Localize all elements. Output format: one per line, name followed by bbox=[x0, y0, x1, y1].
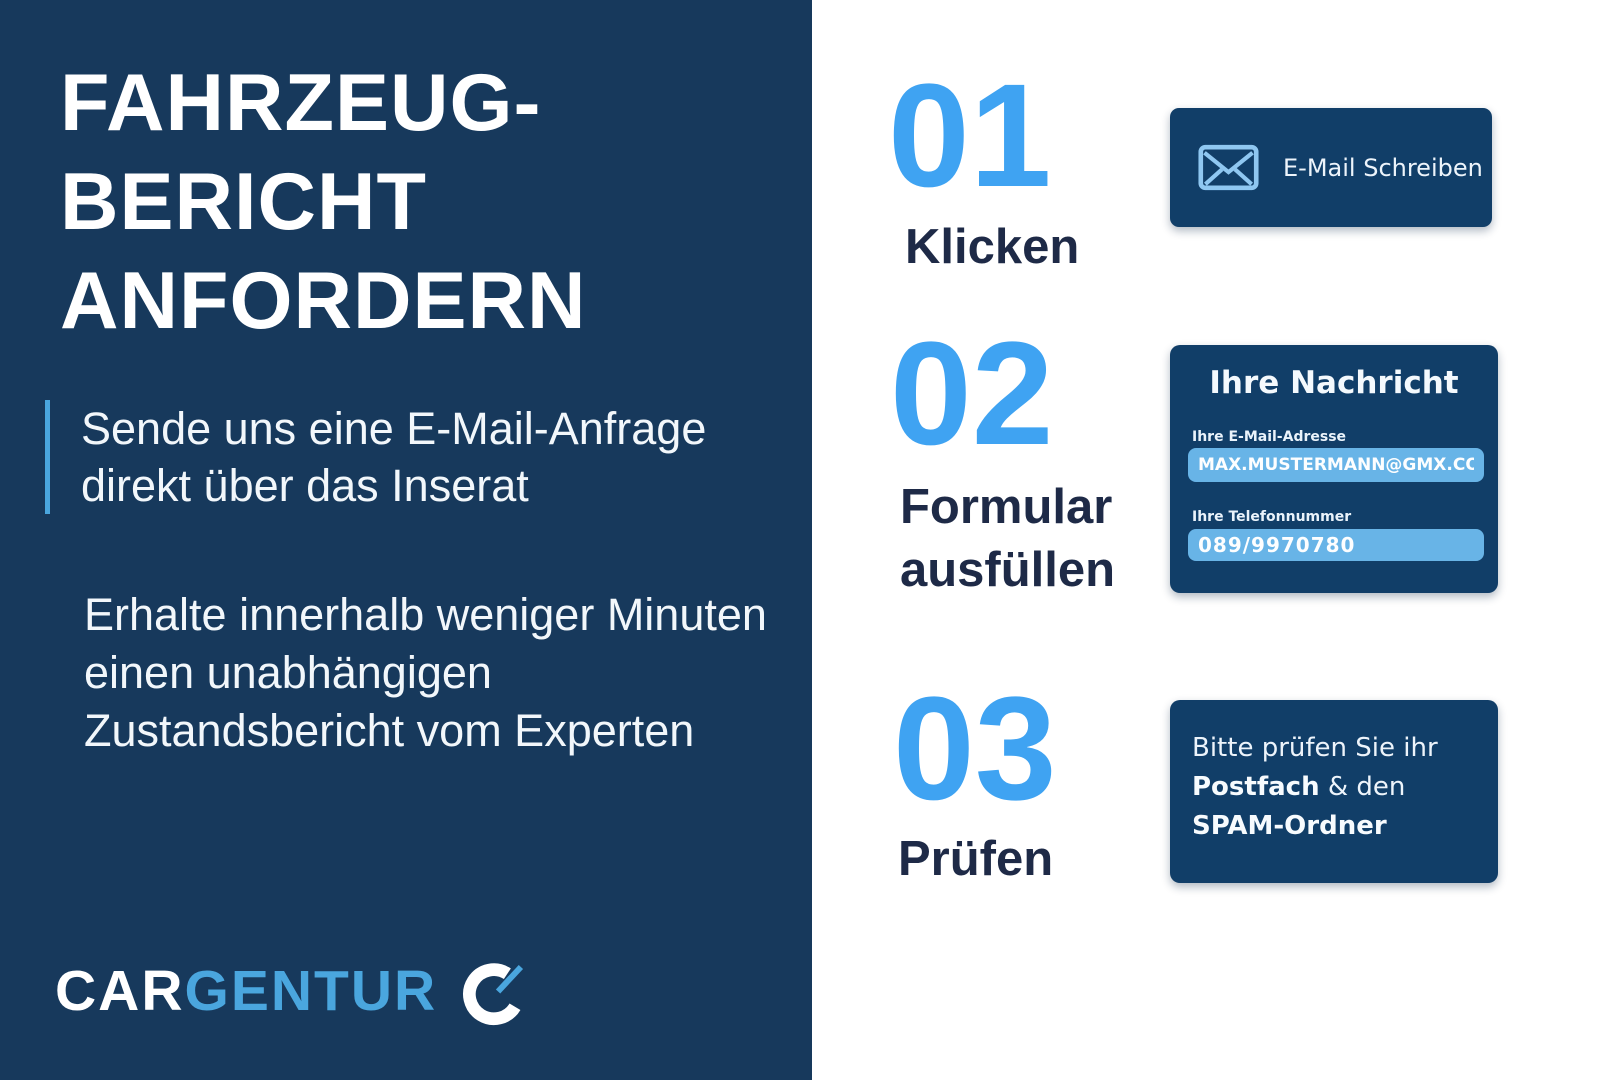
envelope-icon bbox=[1198, 144, 1259, 191]
intro-text-line: direkt über das Inserat bbox=[81, 460, 529, 511]
check-card-mid: & den bbox=[1319, 772, 1406, 802]
page-title bbox=[60, 54, 586, 351]
step-2-label-line1: Formular bbox=[900, 480, 1113, 534]
benefit-text-line: einen unabhängigen bbox=[84, 647, 492, 698]
phone-field-label: Ihre Telefonnummer bbox=[1192, 509, 1352, 525]
step-2-label bbox=[900, 476, 1115, 602]
email-schreiben-button[interactable] bbox=[1170, 108, 1492, 227]
step-2-label-line2: ausfüllen bbox=[900, 543, 1116, 597]
check-card-spam: SPAM-Ordner bbox=[1192, 811, 1387, 841]
form-card-title: Ihre Nachricht bbox=[1209, 365, 1459, 401]
logo-text-gentur: GENTUR bbox=[184, 959, 438, 1023]
step-3-label: Prüfen bbox=[898, 832, 1054, 886]
phone-field[interactable] bbox=[1188, 529, 1484, 561]
page-title-line: FAHRZEUG- bbox=[60, 58, 542, 148]
benefit-text bbox=[84, 586, 767, 760]
benefit-text-line: Erhalte innerhalb weniger Minuten bbox=[84, 589, 767, 640]
check-card-postfach: Postfach bbox=[1192, 772, 1320, 802]
cargentur-logo bbox=[55, 956, 527, 1027]
intro-text-line: Sende uns eine E-Mail-Anfrage bbox=[81, 403, 707, 454]
check-inbox-card bbox=[1170, 700, 1498, 883]
step-1-number: 01 bbox=[888, 54, 1052, 218]
step-2-number: 02 bbox=[890, 312, 1054, 476]
email-button-label: E-Mail Schreiben bbox=[1283, 153, 1483, 182]
page-title-line: BERICHT bbox=[60, 157, 427, 247]
email-field[interactable] bbox=[1188, 448, 1484, 482]
cargentur-c-icon bbox=[459, 956, 527, 1027]
step-3-number: 03 bbox=[893, 667, 1057, 831]
intro-text bbox=[45, 400, 706, 514]
benefit-text-line: Zustandsbericht vom Experten bbox=[84, 705, 695, 756]
page-title-line: ANFORDERN bbox=[60, 256, 587, 346]
email-field-label: Ihre E-Mail-Adresse bbox=[1192, 429, 1347, 445]
logo-text-car: CAR bbox=[55, 959, 185, 1023]
check-card-line1: Bitte prüfen Sie ihr bbox=[1192, 733, 1438, 763]
cargentur-logo-text bbox=[55, 959, 438, 1023]
step-1-label: Klicken bbox=[905, 220, 1080, 274]
message-form-card bbox=[1170, 345, 1498, 593]
